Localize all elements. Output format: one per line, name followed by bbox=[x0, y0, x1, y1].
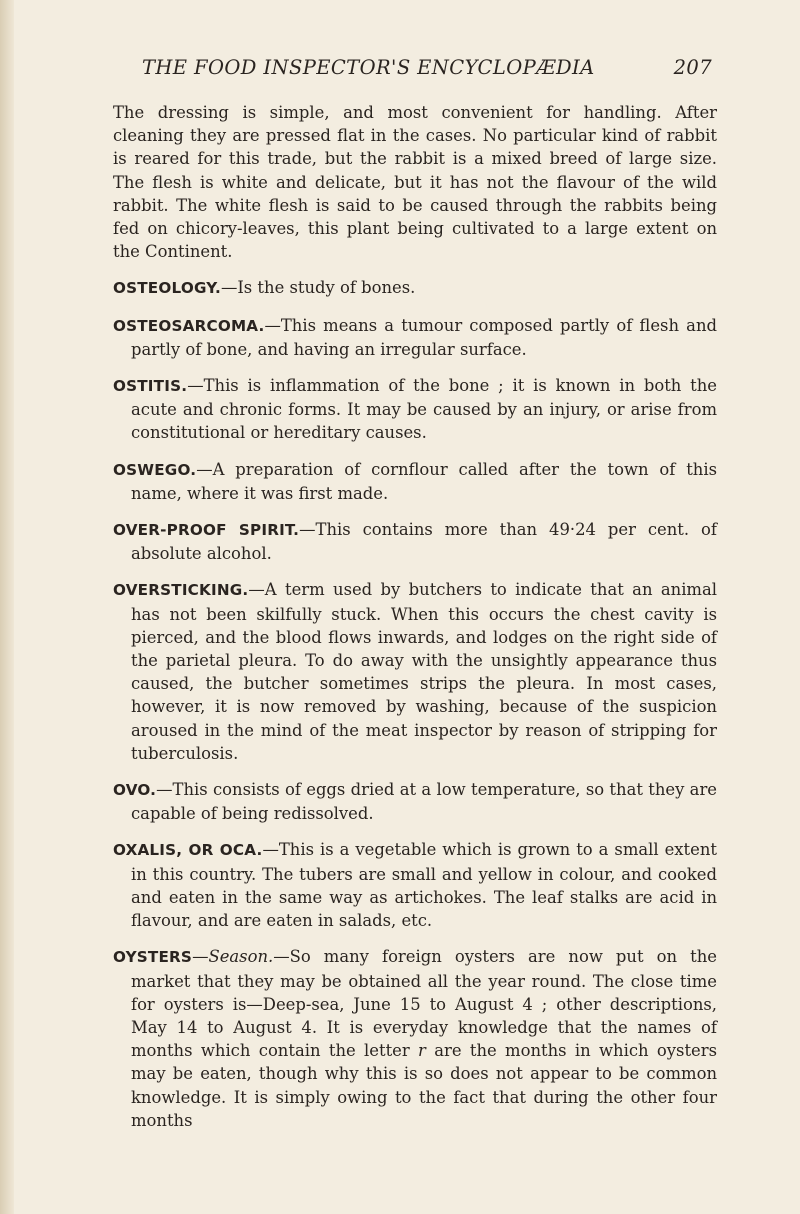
lead-paragraph: The dressing is simple, and most convenient for handling. After cleaning they are pressed flat in the cases. No particular kind of rabbit is reared for this trade, but the rabbit is a mixed breed of large size. The flesh is white and delicate, but it has not the flavour of the wild rabbit. The white flesh is said to be caused through the rabbits being fed on chicory-leaves, this plant being cultivated to a large extent on the Continent. bbox=[113, 103, 717, 262]
entry-text: —A preparation of cornflour called after the town of this name, where it was first made. bbox=[131, 459, 717, 503]
entry-text-continued: are the months in which oysters may be eaten, though why this is so does not appear to be common knowledge. It is simply owing to the fact that during the other four months bbox=[131, 1041, 717, 1130]
entry-ovo bbox=[113, 778, 717, 825]
entry-text: —This is a vegetable which is grown to a small extent in this country. The tubers are small and yellow in colour, and cooked and eaten in the same way as artichokes. The leaf stalks are acid in flavour, and are eaten in salads, etc. bbox=[131, 840, 717, 931]
entry-headword: OSTITIS. bbox=[113, 377, 188, 396]
entry-over-proof-spirit bbox=[113, 518, 717, 565]
entry-oysters bbox=[113, 945, 717, 1132]
letter-r: r bbox=[418, 1041, 426, 1061]
entry-headword: OSWEGO. bbox=[113, 460, 197, 479]
entry-headword: OVO. bbox=[113, 781, 157, 800]
entry-text: —A term used by butchers to indicate that an animal has not been skilfully stuck. When this occurs the chest cavity is pierced, and the blood flows inwards, and lodges on the right side of the parietal pleura. To do away with the unsightly appearance thus caused, the butcher sometimes strips the pleura. In most cases, however, it is now removed by washing, because of the suspicion aroused in the mind of the meat inspector by reason of stripping for tuberculosis. bbox=[131, 580, 717, 763]
entry-headword: OSTEOSARCOMA. bbox=[113, 316, 265, 335]
entry-ostitis bbox=[113, 374, 717, 445]
entry-headword: OVER-PROOF SPIRIT. bbox=[113, 521, 300, 540]
entry-dash: — bbox=[192, 947, 209, 967]
entry-text: —This is inflammation of the bone ; it is known in both the acute and chronic forms. It may be caused by an injury, or arise from constitutional or hereditary causes. bbox=[131, 376, 717, 443]
entry-headword: OXALIS, OR OCA. bbox=[113, 841, 263, 860]
page-edge-shadow bbox=[0, 0, 14, 1214]
entry-oversticking bbox=[113, 578, 717, 765]
page-header bbox=[142, 56, 712, 79]
entry-headword: OVERSTICKING. bbox=[113, 581, 249, 600]
entry-text: —This contains more than 49·24 per cent. of absolute alcohol. bbox=[131, 520, 717, 564]
season-label: Season. bbox=[208, 947, 274, 967]
entry-osteosarcoma bbox=[113, 314, 717, 361]
entry-headword: OSTEOLOGY. bbox=[113, 279, 221, 298]
running-title: THE FOOD INSPECTOR'S ENCYCLOPÆDIA bbox=[142, 56, 595, 79]
entry-text: —So many foreign oysters are now put on the market that they may be obtained all the year round. The close time for oysters is—Deep-sea, June 15 to August 4 ; other descriptions, May 14 to August 4. It is everyday knowledge that the names of months which contain the letter bbox=[131, 947, 717, 1061]
page-body bbox=[113, 101, 717, 1145]
entry-oxalis bbox=[113, 838, 717, 932]
entry-text: —Is the study of bones. bbox=[220, 278, 416, 298]
entry-oswego bbox=[113, 458, 717, 505]
entry-headword: OYSTERS bbox=[113, 948, 193, 967]
page-number: 207 bbox=[673, 56, 712, 79]
entry-text: —This means a tumour composed partly of flesh and partly of bone, and having an irregular surface. bbox=[131, 315, 717, 359]
entry-text: —This consists of eggs dried at a low temperature, so that they are capable of being redissolved. bbox=[131, 780, 717, 824]
entry-osteology bbox=[113, 276, 717, 300]
